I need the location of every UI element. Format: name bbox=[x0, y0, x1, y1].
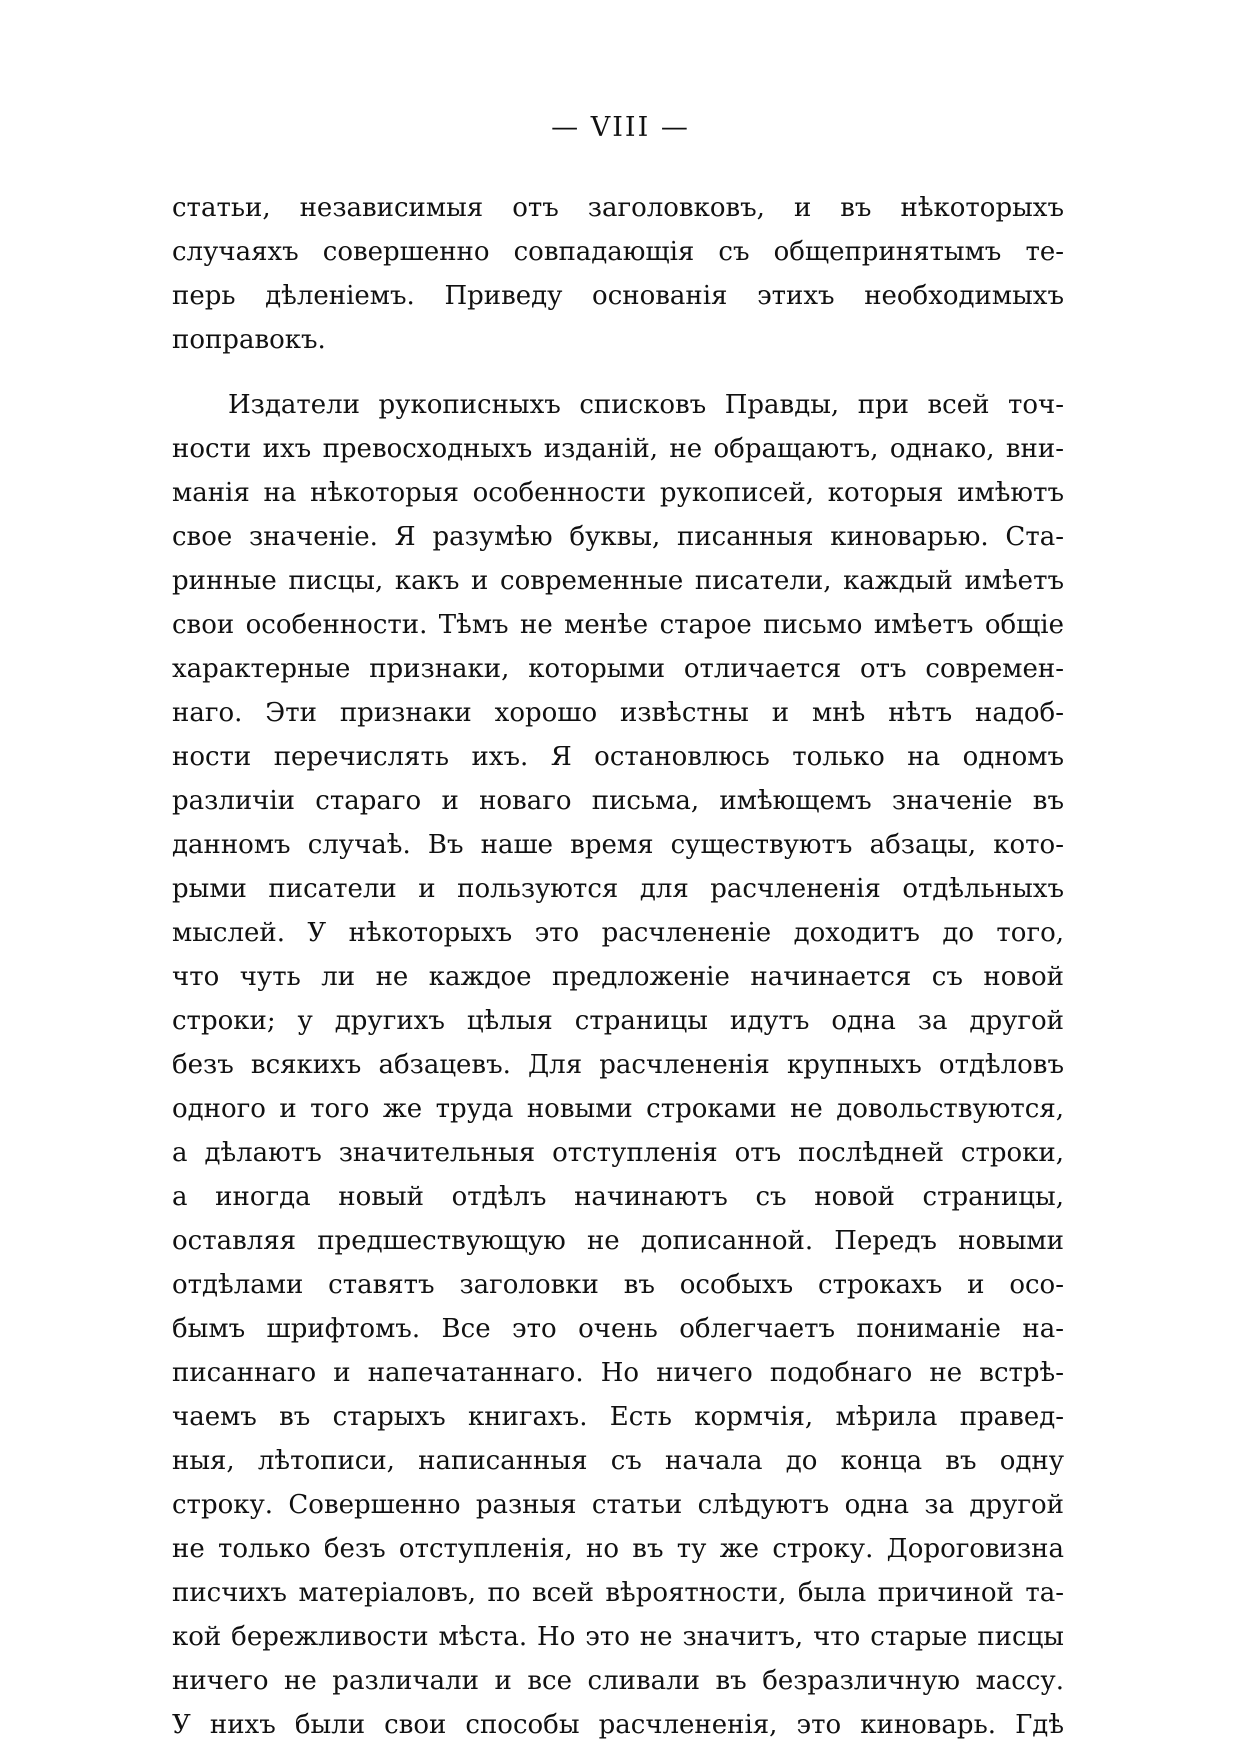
text-line: а дѣлаютъ значительныя отступленія отъ послѣдней строки, bbox=[172, 1138, 1064, 1168]
paragraph-2 bbox=[172, 383, 1064, 1747]
text-line: одного и того же труда новыми строками не довольствуются, bbox=[172, 1094, 1064, 1124]
text-line: не только безъ отступленія, но въ ту же строку. Дороговизна bbox=[172, 1534, 1064, 1564]
text-line: оставляя предшествующую не дописанной. Передъ новыми bbox=[172, 1226, 1064, 1256]
text-line: рыми писатели и пользуются для расчлененія отдѣльныхъ bbox=[172, 874, 1064, 904]
text-line: чаемъ въ старыхъ книгахъ. Есть кормчія, мѣрила правед- bbox=[172, 1402, 1064, 1432]
text-line: У нихъ были свои способы расчлененія, это киноварь. Гдѣ bbox=[172, 1710, 1064, 1740]
text-line: строки; у другихъ цѣлыя страницы идутъ одна за другой bbox=[172, 1006, 1064, 1036]
text-line: ности перечислять ихъ. Я остановлюсь только на одномъ bbox=[172, 742, 1064, 772]
paragraph-1 bbox=[172, 186, 1064, 362]
text-line: свои особенности. Тѣмъ не менѣе старое письмо имѣетъ общіе bbox=[172, 610, 1064, 640]
text-line: различіи стараго и новаго письма, имѣющемъ значеніе въ bbox=[172, 786, 1064, 816]
text-line: ничего не различали и все сливали въ безразличную массу. bbox=[172, 1666, 1064, 1696]
text-line: строку. Совершенно разныя статьи слѣдуютъ одна за другой bbox=[172, 1490, 1064, 1520]
text-line: манія на нѣкоторыя особенности рукописей, которыя имѣютъ bbox=[172, 478, 1064, 508]
text-line: характерные признаки, которыми отличается отъ современ- bbox=[172, 654, 1064, 684]
text-line: статьи, независимыя отъ заголовковъ, и въ нѣкоторыхъ bbox=[172, 193, 1064, 223]
text-line: перь дѣленіемъ. Приведу основанія этихъ необходимыхъ bbox=[172, 281, 1064, 311]
text-line: свое значеніе. Я разумѣю буквы, писанныя киноварью. Ста- bbox=[172, 522, 1064, 552]
text-line: безъ всякихъ абзацевъ. Для расчлененія крупныхъ отдѣловъ bbox=[172, 1050, 1064, 1080]
text-line: случаяхъ совершенно совпадающія съ общепринятымъ те- bbox=[172, 237, 1064, 267]
text-line: данномъ случаѣ. Въ наше время существуютъ абзацы, кото- bbox=[172, 830, 1064, 860]
text-line: писаннаго и напечатаннаго. Но ничего подобнаго не встрѣ- bbox=[172, 1358, 1064, 1388]
text-line: наго. Эти признаки хорошо извѣстны и мнѣ нѣтъ надоб- bbox=[172, 698, 1064, 728]
text-line: бымъ шрифтомъ. Все это очень облегчаетъ пониманіе на- bbox=[172, 1314, 1064, 1344]
text-line: Издатели рукописныхъ списковъ Правды, при всей точ- bbox=[228, 390, 1064, 420]
text-line: мыслей. У нѣкоторыхъ это расчлененіе доходитъ до того, bbox=[172, 918, 1064, 948]
text-line: отдѣлами ставятъ заголовки въ особыхъ строкахъ и осо- bbox=[172, 1270, 1064, 1300]
text-line: что чуть ли не каждое предложеніе начинается съ новой bbox=[172, 962, 1064, 992]
text-line: ности ихъ превосходныхъ изданій, не обращаютъ, однако, вни- bbox=[172, 434, 1064, 464]
text-line: писчихъ матеріаловъ, по всей вѣроятности, была причиной та- bbox=[172, 1578, 1064, 1608]
text-line: ныя, лѣтописи, написанныя съ начала до конца въ одну bbox=[172, 1446, 1064, 1476]
text-line: поправокъ. bbox=[172, 325, 326, 355]
text-line: а иногда новый отдѣлъ начинаютъ съ новой страницы, bbox=[172, 1182, 1064, 1212]
text-line: ринные писцы, какъ и современные писатели, каждый имѣетъ bbox=[172, 566, 1064, 596]
page-number: — VIII — bbox=[551, 112, 690, 143]
text-line: кой бережливости мѣста. Но это не значитъ, что старые писцы bbox=[172, 1622, 1064, 1652]
